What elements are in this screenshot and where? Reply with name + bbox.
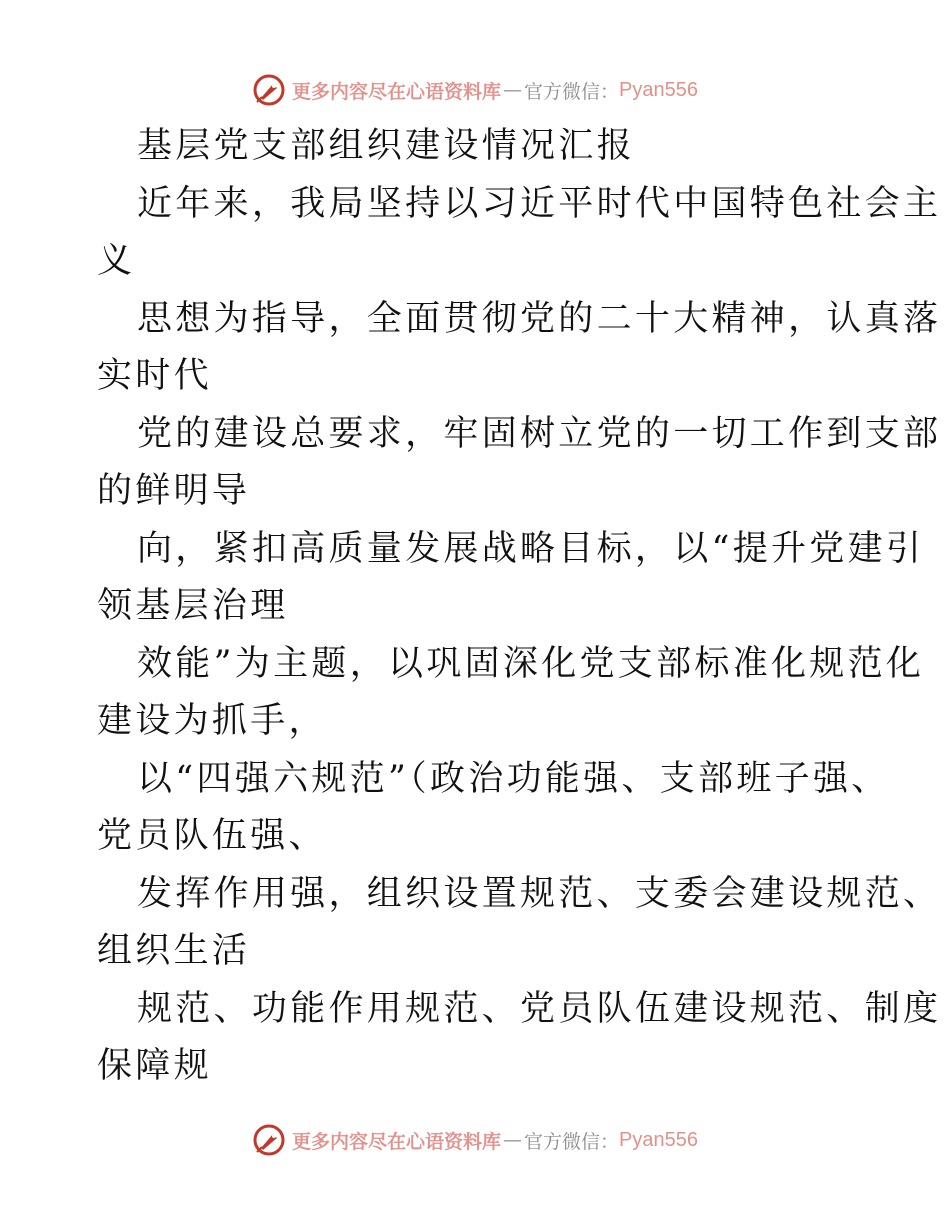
watermark-text: 更多内容尽在心语资料库 <box>292 1130 502 1153</box>
watermark-separator: — <box>503 79 523 101</box>
watermark-id: Pyan556 <box>619 78 698 101</box>
paragraph-line: 效能”为主题，以巩固深化党支部标准化规范化 <box>137 643 925 684</box>
paragraph-line: 向，紧扣高质量发展战略目标，以“提升党建引 <box>137 528 925 569</box>
watermark-separator: — <box>503 1129 523 1151</box>
pen-nib-logo-icon <box>252 1123 286 1157</box>
watermark-label: 官方微信： <box>524 80 620 103</box>
paragraph-line: 以“四强六规范”（政治功能强、支部班子强、 <box>137 758 890 799</box>
paragraph-line: 党员队伍强、 <box>97 816 327 856</box>
paragraph-line: 义 <box>97 241 136 281</box>
paragraph-line: 党的建设总要求，牢固树立党的一切工作到支部 <box>137 413 942 454</box>
paragraph-line: 组织生活 <box>97 931 251 971</box>
paragraph-line: 领基层治理 <box>97 586 289 626</box>
paragraph-line: 保障规 <box>97 1046 212 1086</box>
pen-nib-logo-icon <box>252 73 286 107</box>
paragraph-line: 建设为抓手， <box>97 701 327 741</box>
paragraph-line: 发挥作用强，组织设置规范、支委会建设规范、 <box>137 873 942 914</box>
footer-watermark <box>0 1120 950 1160</box>
watermark-label: 官方微信： <box>524 1130 620 1153</box>
paragraph-line: 近年来，我局坚持以习近平时代中国特色社会主 <box>137 183 942 224</box>
paragraph-line: 实时代 <box>97 356 212 396</box>
watermark-id: Pyan556 <box>619 1128 698 1151</box>
paragraph-line: 规范、功能作用规范、党员队伍建设规范、制度 <box>137 988 942 1029</box>
header-watermark <box>0 70 950 110</box>
paragraph-line: 的鲜明导 <box>97 471 251 511</box>
watermark-text: 更多内容尽在心语资料库 <box>292 80 502 103</box>
document-title: 基层党支部组织建设情况汇报 <box>137 126 635 166</box>
paragraph-line: 思想为指导，全面贯彻党的二十大精神，认真落 <box>137 298 942 339</box>
document-body <box>97 118 942 1096</box>
